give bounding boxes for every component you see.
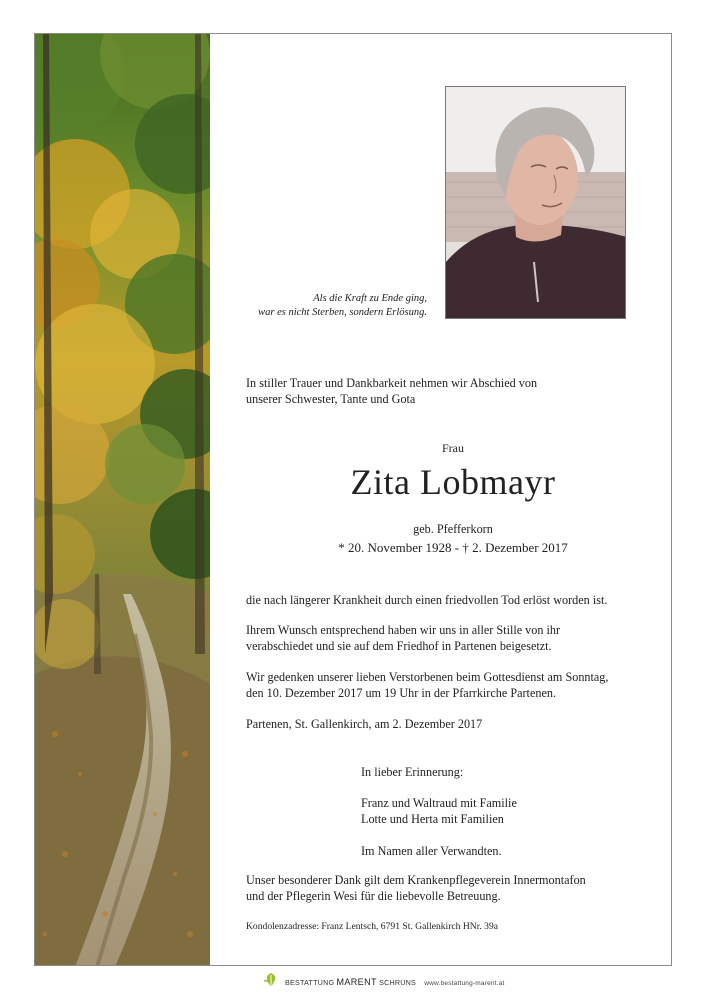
brand-town: SCHRUNS bbox=[379, 978, 417, 987]
paragraph-line: verabschiedet und sie auf dem Friedhof in Partenen beigesetzt. bbox=[246, 639, 552, 653]
thanks-line: Unser besonderer Dank gilt dem Krankenpflegeverein Innermontafon bbox=[246, 873, 586, 887]
signer-line: Franz und Waltraud mit Familie bbox=[361, 796, 517, 810]
thanks-line: und der Pflegerin Wesi für die liebevolle Betreuung. bbox=[246, 889, 501, 903]
autumn-forest-path-image bbox=[35, 34, 210, 965]
memorial-quote bbox=[215, 292, 427, 320]
leaf-logo-icon bbox=[262, 971, 280, 994]
life-dates: * 20. November 1928 - † 2. Dezember 2017 bbox=[338, 540, 568, 555]
deceased-name: Zita Lobmayr bbox=[350, 462, 556, 502]
funeral-home-brand bbox=[285, 977, 505, 987]
quote-line: war es nicht Sterben, sondern Erlösung. bbox=[258, 307, 427, 318]
intro-text bbox=[246, 375, 666, 407]
thanks-text bbox=[246, 872, 666, 904]
signers-heading: In lieber Erinnerung: bbox=[361, 765, 464, 779]
portrait-photo bbox=[445, 86, 626, 319]
honorific: Frau bbox=[442, 441, 464, 455]
funeral-home-footer bbox=[0, 968, 707, 992]
brand-prefix: BESTATTUNG bbox=[285, 978, 335, 987]
quote-line: Als die Kraft zu Ende ging, bbox=[313, 293, 427, 304]
paragraph-line: Wir gedenken unserer lieben Verstorbenen beim Gottesdienst am Sonntag, bbox=[246, 670, 609, 684]
condolence-address: Kondolenzadresse: Franz Lentsch, 6791 St. Gallenkirch HNr. 39a bbox=[246, 921, 499, 932]
intro-line: unserer Schwester, Tante und Gota bbox=[246, 392, 416, 406]
paragraph-burial bbox=[246, 622, 666, 654]
place-date bbox=[246, 716, 666, 732]
signers-block bbox=[361, 764, 621, 859]
signer-line: Im Namen aller Verwandten. bbox=[361, 844, 502, 858]
brand-name: MARENT bbox=[336, 977, 377, 987]
paragraph-service bbox=[246, 669, 666, 701]
paragraph-line: die nach längerer Krankheit durch einen friedvollen Tod erlöst worden ist. bbox=[246, 593, 608, 607]
paragraph-death bbox=[246, 592, 666, 608]
brand-url[interactable]: www.bestattung-marent.at bbox=[424, 980, 505, 987]
signer-line: Lotte und Herta mit Familien bbox=[361, 812, 504, 826]
obituary-card bbox=[34, 33, 672, 966]
paragraph-line: den 10. Dezember 2017 um 19 Uhr in der Pfarrkirche Partenen. bbox=[246, 686, 557, 700]
paragraph-line: Ihrem Wunsch entsprechend haben wir uns in aller Stille von ihr bbox=[246, 623, 561, 637]
intro-line: In stiller Trauer und Dankbarkeit nehmen wir Abschied von bbox=[246, 376, 538, 390]
paragraph-line: Partenen, St. Gallenkirch, am 2. Dezember 2017 bbox=[246, 717, 483, 731]
birth-name: geb. Pfefferkorn bbox=[413, 522, 493, 536]
